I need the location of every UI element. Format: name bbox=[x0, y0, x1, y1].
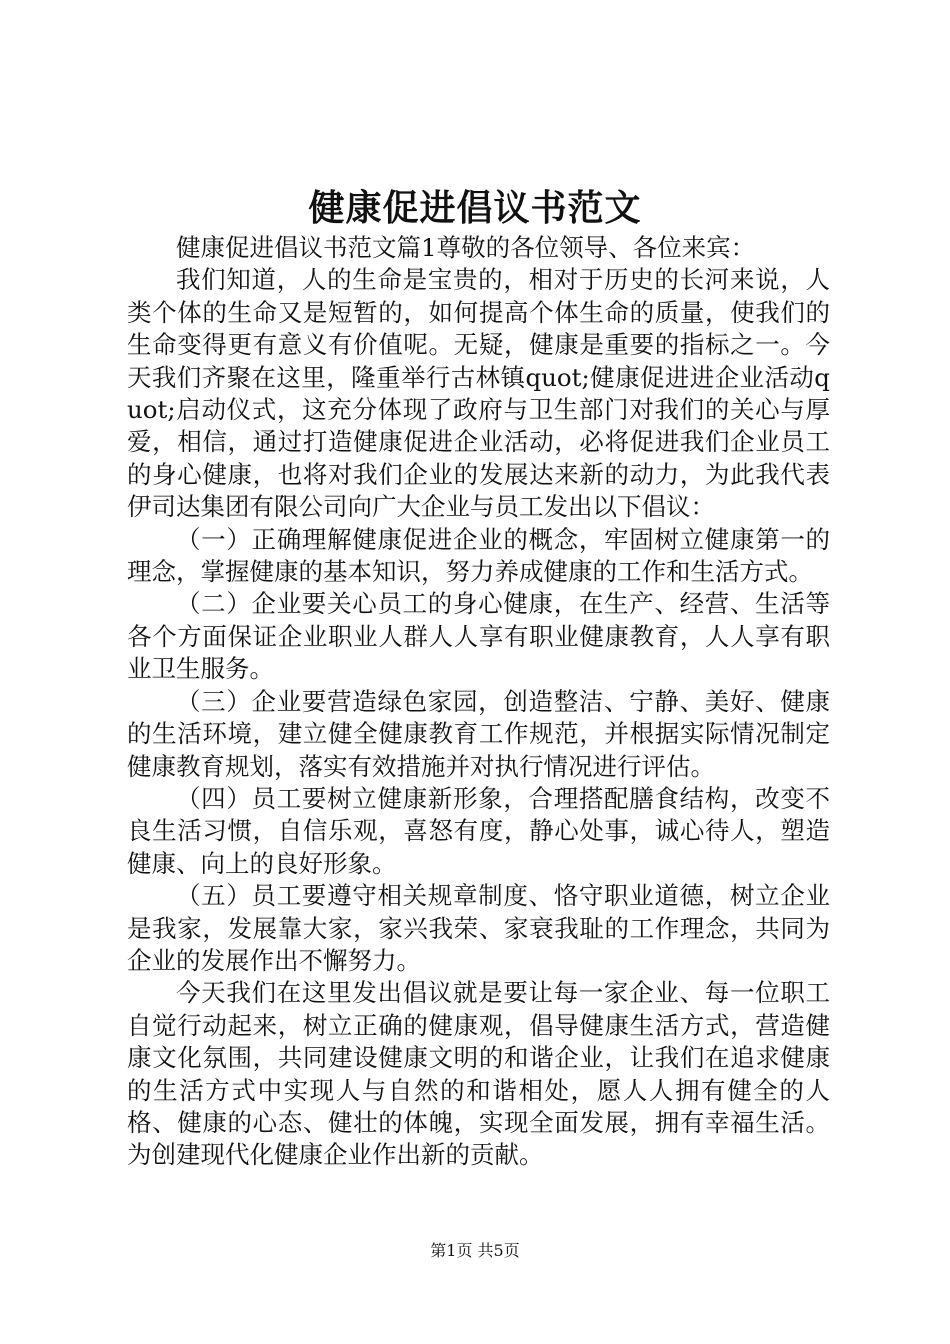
paragraph-item-3: （三）企业要营造绿色家园，创造整洁、宁静、美好、健康的生活环境，建立健全健康教育工作规范，并根据实际情况制定健康教育规划，落实有效措施并对执行情况进行评估。 bbox=[127, 686, 830, 781]
paragraph-salutation: 健康促进倡议书范文篇1尊敬的各位领导、各位来宾： bbox=[176, 233, 756, 262]
paragraph-item-2: （二）企业要关心员工的身心健康，在生产、经营、生活等各个方面保证企业职业人群人人享有职业健康教育，人人享有职业卫生服务。 bbox=[127, 589, 830, 684]
paragraph-intro: 我们知道，人的生命是宝贵的，相对于历史的长河来说，人类个体的生命又是短暂的，如何提高个体生命的质量，使我们的生命变得更有意义有价值呢。无疑，健康是重要的指标之一。今天我们齐聚在这里，隆重举行古林镇quot;健康促进进企业活动quot;启动仪式，这充分体现了政府与卫生部门对我们的关心与厚爱，相信，通过打造健康促进企业活动，必将促进我们企业员工的身心健康，也将对我们企业的发展达来新的动力，为此我代表伊司达集团有限公司向广大企业与员工发出以下倡议： bbox=[127, 265, 830, 522]
paragraph-item-1: （一）正确理解健康促进企业的概念，牢固树立健康第一的理念，掌握健康的基本知识，努力养成健康的工作和生活方式。 bbox=[127, 524, 830, 587]
paragraph-item-4: （四）员工要树立健康新形象，合理搭配膳食结构，改变不良生活习惯，自信乐观，喜怒有度，静心处事，诚心待人，塑造健康、向上的良好形象。 bbox=[127, 783, 830, 878]
document-title: 健康促进倡议书范文 bbox=[308, 187, 642, 229]
paragraph-closing: 今天我们在这里发出倡议就是要让每一家企业、每一位职工自觉行动起来，树立正确的健康观，倡导健康生活方式，营造健康文化氛围，共同建设健康文明的和谐企业，让我们在追求健康的生活方式中实现人与自然的和谐相处，愿人人拥有健全的人格、健康的心态、健壮的体魄，实现全面发展，拥有幸福生活。为创建现代化健康企业作出新的贡献。 bbox=[127, 978, 830, 1170]
paragraph-item-5: （五）员工要遵守相关规章制度、恪守职业道德，树立企业是我家，发展靠大家，家兴我荣、家衰我耻的工作理念，共同为企业的发展作出不懈努力。 bbox=[127, 881, 830, 975]
page-number: 第1页 共5页 bbox=[430, 1241, 520, 1260]
document-body bbox=[127, 232, 830, 1172]
